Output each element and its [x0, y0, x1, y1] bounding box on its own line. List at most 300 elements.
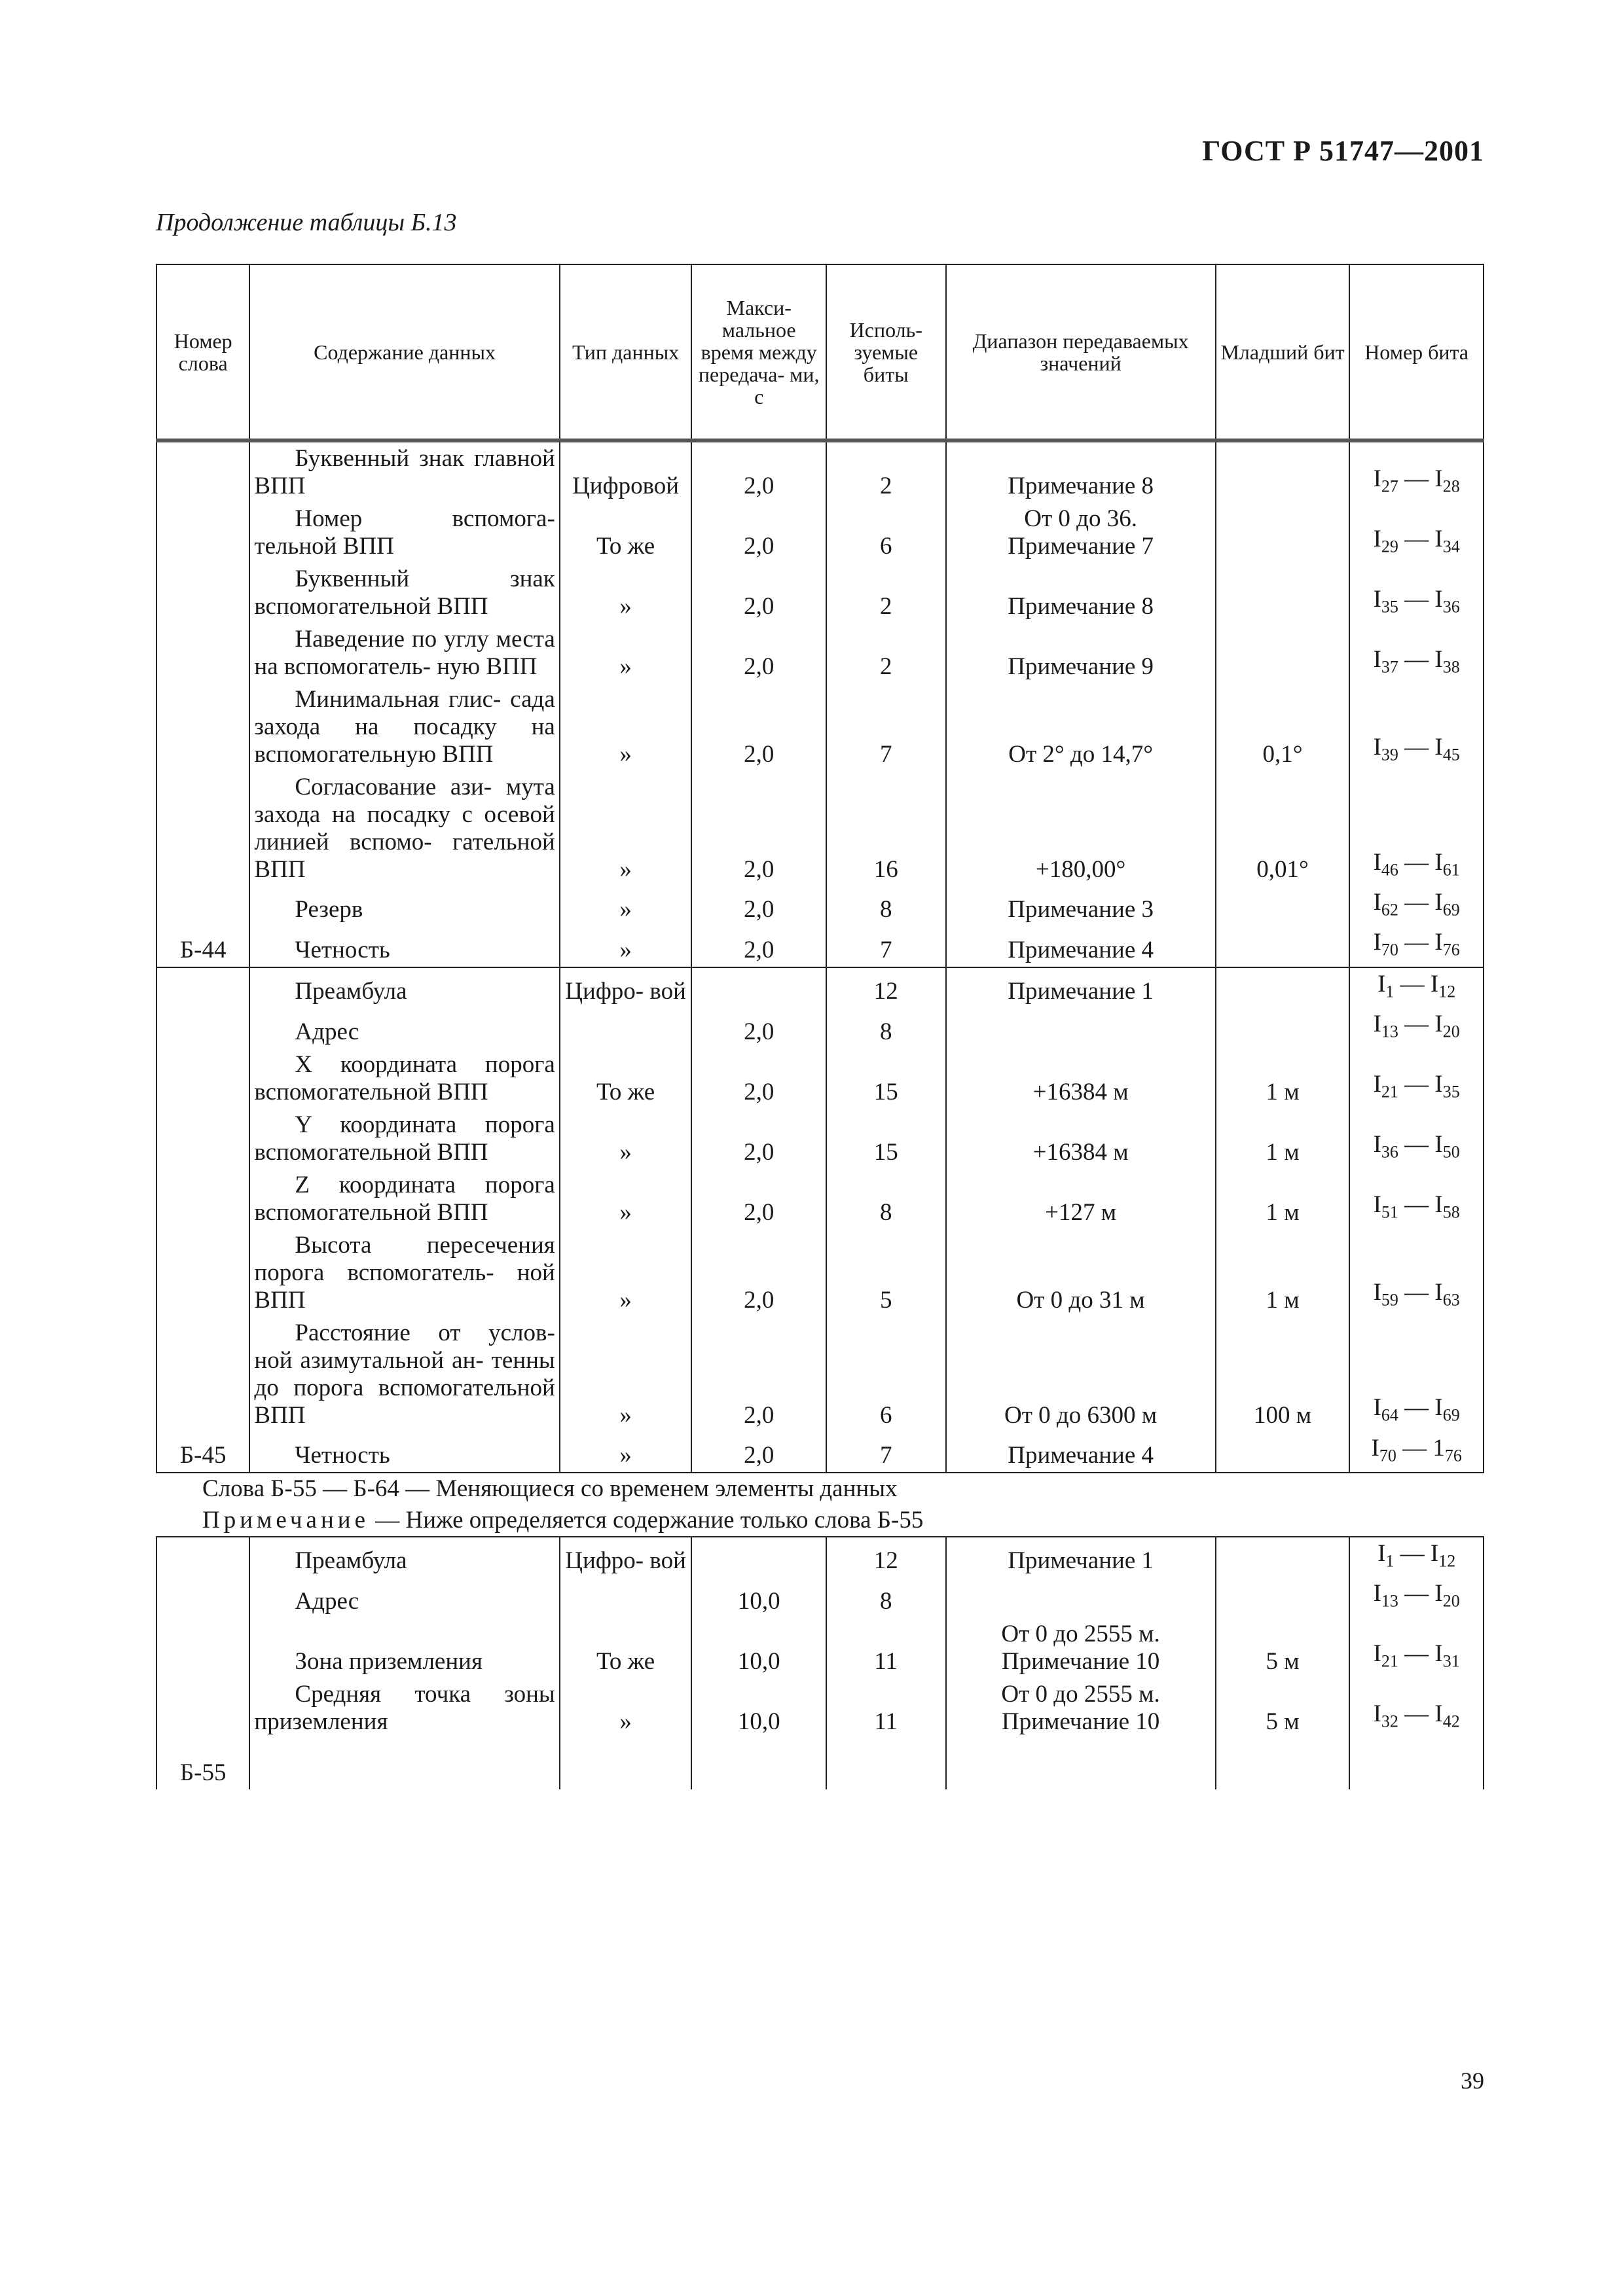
bit-start-index: 21: [1381, 1082, 1398, 1102]
range-note: Примечание 10: [1002, 1647, 1160, 1675]
bit-start-letter: I: [1373, 465, 1381, 492]
bit-end-index: 36: [1442, 597, 1460, 616]
data-type-cell: »: [560, 886, 692, 926]
data-type-cell: »: [560, 1432, 692, 1473]
table-caption: Продолжение таблицы Б.13: [156, 209, 457, 236]
bits-used-cell: 12: [826, 967, 946, 1008]
max-time-cell: 2,0: [691, 563, 826, 623]
lsb-cell: 0,01°: [1216, 771, 1350, 886]
range-text: От 0 до 31 м: [1016, 1286, 1145, 1314]
note-line-words: Слова Б-55 — Б-64 — Меняющиеся со временем элементы данных: [156, 1473, 1484, 1505]
bit-range-dash: —: [1398, 1279, 1435, 1306]
lsb-cell: [1216, 1008, 1350, 1048]
lsb-cell: [1216, 926, 1350, 967]
range-cell: [946, 771, 1216, 886]
bit-end-index: 63: [1442, 1290, 1460, 1310]
bit-start-letter: I: [1373, 1191, 1381, 1219]
bit-end-index: 20: [1442, 1591, 1460, 1611]
bits-used-cell: 7: [826, 926, 946, 967]
bit-number-cell: [1349, 1678, 1484, 1738]
bit-start-index: 59: [1381, 1290, 1398, 1310]
bit-end-index: 69: [1442, 1405, 1460, 1425]
table-row: [156, 1109, 1484, 1169]
data-type-cell: Цифро- вой: [560, 967, 692, 1008]
bit-number-cell: [1349, 771, 1484, 886]
content-text: Адрес: [295, 1587, 359, 1615]
range-note: Примечание 10: [1002, 1708, 1160, 1735]
content-text: Согласование ази- мута захода на посадку с осевой линией вспомо- гательной ВПП: [254, 774, 555, 883]
bit-start-letter: I: [1373, 848, 1381, 876]
data-type-cell: [560, 1577, 692, 1617]
lsb-cell: [1216, 440, 1350, 503]
table-row: [156, 926, 1484, 967]
word-number-cell: Б-44: [156, 440, 249, 967]
content-text: Средняя точка зоны приземления: [254, 1680, 555, 1735]
content-cell: [249, 1618, 559, 1678]
bit-number-cell: [1349, 886, 1484, 926]
bits-used-cell: 11: [826, 1678, 946, 1738]
bit-start-index: 70: [1379, 1445, 1396, 1465]
bit-start-letter: I: [1373, 1131, 1381, 1158]
range-cell: [946, 967, 1216, 1008]
bit-start-index: 32: [1381, 1712, 1398, 1731]
bit-start-letter: I: [1373, 525, 1381, 552]
bit-end-letter: I: [1434, 1131, 1443, 1158]
range-cell: [946, 1229, 1216, 1317]
content-cell: [249, 623, 559, 683]
bit-number-cell: [1349, 1577, 1484, 1617]
table-row: [156, 440, 1484, 503]
bits-used-cell: 8: [826, 1008, 946, 1048]
bit-start-index: 21: [1381, 1651, 1398, 1671]
bit-end-index: 69: [1442, 900, 1460, 920]
bit-end-letter: I: [1434, 1580, 1443, 1607]
bit-end-letter: I: [1434, 1700, 1443, 1728]
range-cell: [946, 1049, 1216, 1109]
content-cell: [249, 967, 559, 1008]
content-text: Преамбула: [295, 1547, 407, 1575]
range-text: Примечание 4: [1008, 936, 1154, 963]
bit-range-dash: —: [1398, 1071, 1435, 1098]
bit-number-cell: [1349, 967, 1484, 1008]
bit-end-letter: I: [1434, 1011, 1443, 1038]
range-cell: [946, 683, 1216, 771]
content-text: Высота пересечения порога вспомогатель- ной ВПП: [254, 1231, 555, 1314]
lsb-cell: 1 м: [1216, 1229, 1350, 1317]
content-text: Буквенный знак вспомогательной ВПП: [254, 565, 555, 620]
content-text: Y координата порога вспомогательной ВПП: [254, 1111, 555, 1166]
col-header-content: Содержание данных: [249, 264, 559, 440]
table-row: [156, 771, 1484, 886]
bit-end-letter: I: [1430, 1539, 1439, 1567]
data-type-cell: Цифро- вой: [560, 1537, 692, 1577]
bit-start-index: 27: [1381, 476, 1398, 495]
page-number: 39: [1461, 2068, 1484, 2094]
note-line-remark: [156, 1505, 1484, 1537]
bit-end-letter: I: [1434, 889, 1443, 916]
content-cell: [249, 1049, 559, 1109]
max-time-cell: 2,0: [691, 771, 826, 886]
content-text: Буквенный знак главной ВПП: [254, 445, 555, 499]
bit-start-letter: I: [1373, 929, 1381, 956]
bit-end-index: 38: [1442, 657, 1460, 676]
data-type-cell: »: [560, 1678, 692, 1738]
bit-end-letter: I: [1434, 1640, 1443, 1668]
bit-end-index: 34: [1442, 537, 1460, 556]
lsb-cell: 0,1°: [1216, 683, 1350, 771]
bits-used-cell: 7: [826, 1432, 946, 1473]
word-number-cell: Б-55: [156, 1537, 249, 1789]
bits-used-cell: 7: [826, 683, 946, 771]
content-text: Четность: [295, 936, 390, 963]
bit-number-cell: [1349, 1008, 1484, 1048]
bit-end-letter: I: [1434, 585, 1443, 613]
bit-start-letter: I: [1373, 733, 1381, 761]
range-cell: [946, 1317, 1216, 1432]
data-type-cell: То же: [560, 1049, 692, 1109]
content-text: Z координата порога вспомогательной ВПП: [254, 1171, 555, 1226]
bit-number-cell: [1349, 503, 1484, 563]
max-time-cell: 2,0: [691, 623, 826, 683]
max-time-cell: 2,0: [691, 1317, 826, 1432]
content-cell: [249, 503, 559, 563]
bits-used-cell: 8: [826, 1169, 946, 1229]
bit-start-letter: I: [1377, 970, 1386, 997]
content-cell: [249, 1229, 559, 1317]
content-text: Наведение по углу места на вспомогатель- ную ВПП: [254, 626, 555, 680]
bits-used-cell: 6: [826, 1317, 946, 1432]
bit-end-index: 50: [1442, 1142, 1460, 1162]
max-time-cell: [691, 1537, 826, 1577]
bits-used-cell: 8: [826, 1577, 946, 1617]
lsb-cell: 1 м: [1216, 1169, 1350, 1229]
bit-start-index: 46: [1381, 860, 1398, 879]
lsb-cell: 5 м: [1216, 1618, 1350, 1678]
bit-range-dash: —: [1398, 929, 1435, 956]
data-type-cell: »: [560, 926, 692, 967]
max-time-cell: 2,0: [691, 1432, 826, 1473]
max-time-cell: 2,0: [691, 1008, 826, 1048]
range-text: Примечание 8: [1008, 593, 1154, 620]
bit-number-cell: [1349, 563, 1484, 623]
bit-start-index: 13: [1381, 1591, 1398, 1611]
content-cell: [249, 771, 559, 886]
table-header-row: [156, 264, 1484, 440]
lsb-cell: 1 м: [1216, 1109, 1350, 1169]
bit-range-dash: —: [1398, 1011, 1435, 1038]
range-cell: [946, 1537, 1216, 1577]
content-text: X координата порога вспомогательной ВПП: [254, 1050, 555, 1105]
empty-cell: [1216, 1738, 1350, 1789]
content-text: Номер вспомога- тельной ВПП: [254, 505, 555, 560]
bit-number-cell: [1349, 683, 1484, 771]
bit-end-letter: I: [1434, 929, 1443, 956]
bits-used-cell: 2: [826, 440, 946, 503]
bit-start-index: 70: [1381, 940, 1398, 960]
range-text: От 0 до 2555 м.: [1001, 1680, 1160, 1708]
bits-used-cell: 2: [826, 623, 946, 683]
empty-cell: [691, 1738, 826, 1789]
bits-used-cell: 8: [826, 886, 946, 926]
range-text: От 0 до 36.: [1024, 505, 1137, 532]
bit-end-index: 20: [1442, 1022, 1460, 1041]
bit-number-cell: [1349, 623, 1484, 683]
col-header-word: Номер слова: [156, 264, 249, 440]
bit-number-cell: [1349, 1109, 1484, 1169]
range-cell: [946, 1577, 1216, 1617]
max-time-cell: 2,0: [691, 926, 826, 967]
range-cell: [946, 440, 1216, 503]
max-time-cell: 2,0: [691, 503, 826, 563]
col-header-max-time: Макси- мальное время между передача- ми, с: [691, 264, 826, 440]
bit-number-cell: [1349, 1049, 1484, 1109]
bit-number-cell: [1349, 926, 1484, 967]
table-row: [156, 1618, 1484, 1678]
lsb-cell: [1216, 623, 1350, 683]
range-cell: [946, 1008, 1216, 1048]
bit-range-dash: —: [1398, 525, 1435, 552]
range-cell: [946, 886, 1216, 926]
data-type-cell: Цифровой: [560, 440, 692, 503]
range-text: Примечание 4: [1008, 1441, 1154, 1469]
table-row: [156, 1537, 1484, 1577]
bits-used-cell: 11: [826, 1618, 946, 1678]
content-cell: [249, 1008, 559, 1048]
bit-range-dash: —: [1398, 465, 1435, 492]
range-text: Примечание 1: [1008, 1547, 1154, 1575]
bit-end-index: 42: [1442, 1712, 1460, 1731]
max-time-cell: 10,0: [691, 1577, 826, 1617]
table-row: [156, 1229, 1484, 1317]
range-text: Примечание 1: [1008, 978, 1154, 1005]
data-type-cell: То же: [560, 1618, 692, 1678]
max-time-cell: 2,0: [691, 886, 826, 926]
bit-end-letter: I: [1430, 970, 1439, 997]
lsb-cell: [1216, 967, 1350, 1008]
bit-start-index: 64: [1381, 1405, 1398, 1425]
max-time-cell: 10,0: [691, 1678, 826, 1738]
max-time-cell: 2,0: [691, 440, 826, 503]
bit-end-letter: I: [1434, 1191, 1443, 1219]
col-header-bit-number: Номер бита: [1349, 264, 1484, 440]
lsb-cell: [1216, 1577, 1350, 1617]
bit-start-letter: I: [1373, 889, 1381, 916]
content-text: Зона приземления: [295, 1647, 483, 1675]
bit-number-cell: [1349, 1169, 1484, 1229]
note-label: Примечание: [202, 1506, 369, 1534]
data-type-cell: »: [560, 771, 692, 886]
table-row: [156, 1432, 1484, 1473]
bits-used-cell: 16: [826, 771, 946, 886]
bits-used-cell: 5: [826, 1229, 946, 1317]
bit-range-dash: —: [1394, 1539, 1431, 1567]
col-header-lsb: Младший бит: [1216, 264, 1350, 440]
table-row: [156, 967, 1484, 1008]
range-cell: [946, 623, 1216, 683]
bit-start-index: 29: [1381, 537, 1398, 556]
note-row: [156, 1505, 1484, 1537]
range-cell: [946, 1618, 1216, 1678]
bit-number-cell: [1349, 1229, 1484, 1317]
range-cell: [946, 1169, 1216, 1229]
note-row: [156, 1473, 1484, 1505]
bit-range-dash: —: [1398, 1394, 1435, 1422]
max-time-cell: 2,0: [691, 1049, 826, 1109]
lsb-cell: [1216, 503, 1350, 563]
bit-start-index: 37: [1381, 657, 1398, 676]
data-type-cell: »: [560, 623, 692, 683]
bit-start-letter: I: [1373, 1071, 1381, 1098]
bit-start-letter: I: [1373, 585, 1381, 613]
content-cell: [249, 440, 559, 503]
bit-start-index: 36: [1381, 1142, 1398, 1162]
empty-cell: [946, 1738, 1216, 1789]
bit-number-cell: [1349, 440, 1484, 503]
content-cell: [249, 926, 559, 967]
bit-end-letter: I: [1434, 1071, 1443, 1098]
range-text: От 0 до 2555 м.: [1001, 1620, 1160, 1647]
bit-range-dash: —: [1398, 733, 1435, 761]
content-cell: [249, 1678, 559, 1738]
bit-end-letter: I: [1434, 733, 1443, 761]
content-text: Четность: [295, 1441, 390, 1469]
content-cell: [249, 1577, 559, 1617]
lsb-cell: 5 м: [1216, 1678, 1350, 1738]
bit-start-index: 35: [1381, 597, 1398, 616]
data-type-cell: То же: [560, 503, 692, 563]
bit-start-index: 1: [1385, 982, 1395, 1001]
table-row: [156, 1317, 1484, 1432]
bit-end-letter: I: [1434, 465, 1443, 492]
bit-start-index: 1: [1385, 1551, 1395, 1571]
col-header-range: Диапазон передаваемых значений: [946, 264, 1216, 440]
range-cell: [946, 1109, 1216, 1169]
table-row: [156, 1678, 1484, 1738]
bit-start-letter: I: [1373, 1394, 1381, 1422]
bit-range-dash: —: [1398, 1131, 1435, 1158]
bit-end-index: 76: [1444, 1445, 1462, 1465]
max-time-cell: 2,0: [691, 683, 826, 771]
col-header-bits-used: Исполь- зуемые биты: [826, 264, 946, 440]
range-text: +16384 м: [1032, 1078, 1129, 1105]
content-text: Минимальная глис- сада захода на посадку на вспомогательную ВПП: [254, 686, 555, 768]
bit-end-index: 61: [1442, 860, 1460, 879]
bit-end-index: 28: [1442, 476, 1460, 495]
max-time-cell: 10,0: [691, 1618, 826, 1678]
content-cell: [249, 1109, 559, 1169]
bit-end-letter: I: [1434, 645, 1443, 673]
lsb-cell: [1216, 563, 1350, 623]
bit-start-letter: I: [1373, 1700, 1381, 1728]
bit-end-index: 12: [1438, 1551, 1456, 1571]
data-type-cell: »: [560, 563, 692, 623]
empty-cell: [249, 1738, 559, 1789]
bit-range-dash: —: [1398, 848, 1435, 876]
range-cell: [946, 503, 1216, 563]
table-row: [156, 563, 1484, 623]
range-text: +16384 м: [1032, 1138, 1129, 1166]
bit-start-index: 13: [1381, 1022, 1398, 1041]
bit-end-index: 31: [1442, 1651, 1460, 1671]
bit-start-letter: I: [1371, 1434, 1379, 1462]
note-text: — Ниже определяется содержание только слова Б-55: [369, 1506, 924, 1534]
bit-number-cell: [1349, 1432, 1484, 1473]
content-cell: [249, 1169, 559, 1229]
range-text: +127 м: [1045, 1198, 1117, 1226]
bit-start-letter: I: [1373, 1640, 1381, 1668]
lsb-cell: [1216, 1432, 1350, 1473]
data-type-cell: [560, 1008, 692, 1048]
lsb-cell: 100 м: [1216, 1317, 1350, 1432]
content-text: Расстояние от услов- ной азимутальной ан- тенны до порога вспомогательной ВПП: [254, 1319, 555, 1429]
table-row: [156, 1049, 1484, 1109]
bit-start-index: 62: [1381, 900, 1398, 920]
data-table: [156, 264, 1484, 1789]
lsb-cell: 1 м: [1216, 1049, 1350, 1109]
content-cell: [249, 1317, 559, 1432]
bit-range-dash: —: [1396, 1434, 1433, 1462]
bit-range-dash: —: [1398, 1700, 1435, 1728]
range-text: От 0 до 6300 м: [1004, 1401, 1158, 1429]
bits-used-cell: 12: [826, 1537, 946, 1577]
table-row: [156, 886, 1484, 926]
data-type-cell: »: [560, 1169, 692, 1229]
bit-start-index: 51: [1381, 1202, 1398, 1222]
bit-range-dash: —: [1398, 1640, 1435, 1668]
bits-used-cell: 15: [826, 1109, 946, 1169]
bits-used-cell: 15: [826, 1049, 946, 1109]
content-cell: [249, 563, 559, 623]
content-cell: [249, 886, 559, 926]
range-text: +180,00°: [1035, 856, 1126, 883]
range-text: Примечание 3: [1008, 896, 1154, 924]
bit-range-dash: —: [1398, 585, 1435, 613]
range-cell: [946, 1678, 1216, 1738]
bit-end-letter: I: [1434, 848, 1443, 876]
bit-range-dash: —: [1394, 970, 1431, 997]
bits-used-cell: 2: [826, 563, 946, 623]
col-header-type: Тип данных: [560, 264, 692, 440]
bit-end-index: 76: [1442, 940, 1460, 960]
bit-start-letter: I: [1373, 1279, 1381, 1306]
range-text: От 2° до 14,7°: [1008, 741, 1154, 768]
bit-start-letter: I: [1373, 1580, 1381, 1607]
content-text: Резерв: [295, 896, 363, 924]
max-time-cell: 2,0: [691, 1169, 826, 1229]
content-cell: [249, 1537, 559, 1577]
table-row-empty: [156, 1738, 1484, 1789]
bit-range-dash: —: [1398, 645, 1435, 673]
table-row: [156, 623, 1484, 683]
table-row: [156, 1008, 1484, 1048]
bit-end-index: 35: [1442, 1082, 1460, 1102]
word-number-cell: Б-45: [156, 967, 249, 1473]
bit-start-letter: I: [1373, 645, 1381, 673]
bit-start-letter: I: [1373, 1011, 1381, 1038]
bit-start-index: 39: [1381, 745, 1398, 764]
table-row: [156, 503, 1484, 563]
range-text: Примечание 8: [1008, 473, 1154, 499]
data-type-cell: »: [560, 1229, 692, 1317]
range-cell: [946, 563, 1216, 623]
bit-end-index: 12: [1438, 982, 1456, 1001]
bit-end-index: 45: [1442, 745, 1460, 764]
table-row: [156, 683, 1484, 771]
empty-cell: [1349, 1738, 1484, 1789]
bits-used-cell: 6: [826, 503, 946, 563]
bit-start-letter: I: [1377, 1539, 1386, 1567]
lsb-cell: [1216, 886, 1350, 926]
